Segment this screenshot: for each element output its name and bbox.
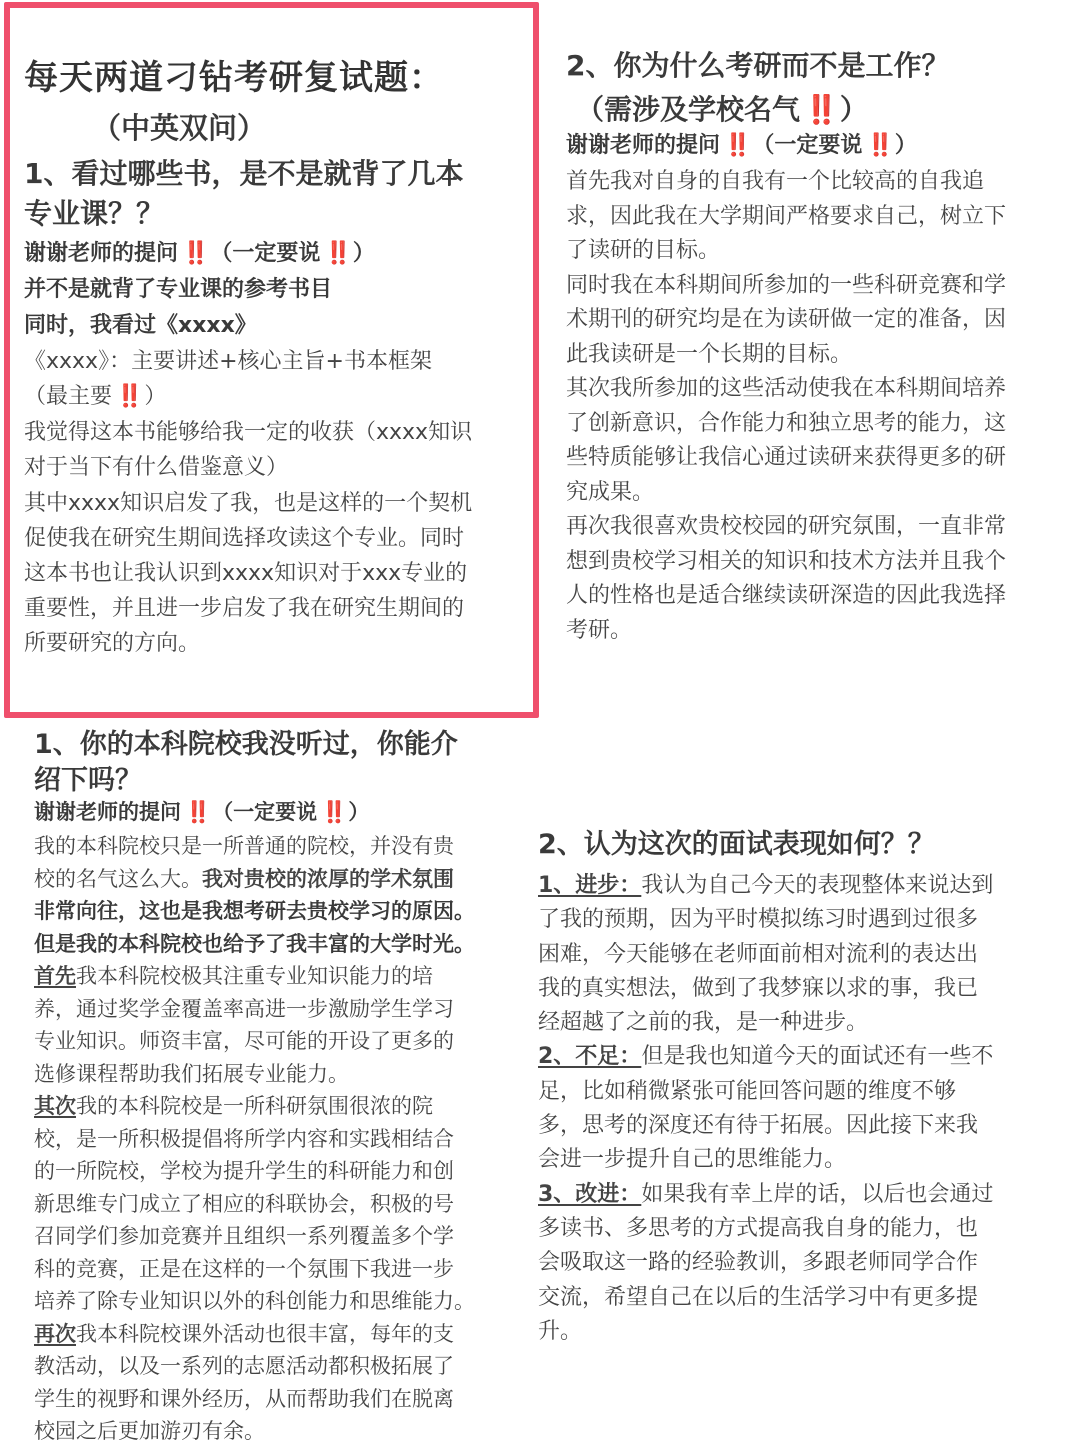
double-exclamation-icon: ‼️ [116,384,141,409]
q4-line: 多，思考的深度还有待于拓展。因此接下来我 [538,1113,979,1139]
q1-line: 重要性，并且进一步启发了我在研究生期间的 [24,596,465,621]
q3-line-text: 我本科院校极其注重专业知识能力的培 [76,964,433,988]
q3-line: 学生的视野和课外经历，从而帮助我们在脱离 [34,1386,454,1411]
q1-line: 对于当下有什么借鉴意义） [24,455,289,480]
double-exclamation-icon: ‼️ [866,133,891,158]
q3-line-text: 校的名气这么大。 [34,866,202,891]
q3-line: 培养了除专业知识以外的科创能力和思维能力。 [34,1289,475,1313]
q2-line: 求，因此我在大学期间严格要求自己，树立下 [566,203,1007,229]
keyword-second: 其次 [34,1094,76,1118]
thanks-text: 谢谢老师的提问 [24,241,179,266]
q2-line: 再次我很喜欢贵校校园的研究氛围，一直非常 [566,514,1007,539]
q3-panel [34,722,524,1448]
q3-line [34,960,524,993]
q2-line: 首先我对自身的自我有一个比较高的自我追 [566,169,985,194]
q3-line [34,1090,524,1123]
thanks-note: （一定要说 [210,241,321,266]
q4-line: 了我的预期，因为平时模拟练习时遇到过很多 [538,907,979,933]
q4-line: 足，比如稍微紧张可能回答问题的维度不够 [538,1078,957,1104]
q4-line-text: 我认为自己今天的表现整体来说达到 [641,873,994,898]
q2-line: 了读研的目标。 [566,238,721,263]
q1-line: 这本书也让我认识到xxxx知识对于xxx专业的 [24,561,468,586]
q3-line-text: 我本科院校课外活动也很丰富，每年的支 [76,1321,454,1346]
thanks-text: 谢谢老师的提问 [34,800,181,824]
q4-heading: 2、认为这次的面试表现如何？？ [538,829,935,860]
q1-close-paren: ） [144,384,167,409]
q4-line [538,1039,1068,1073]
q3-line: 专业知识。师资丰富，尽可能的开设了更多的 [34,1029,454,1053]
thanks-close: ） [894,133,917,158]
q4-line-text: 如果我有幸上岸的话，以后也会通过 [641,1181,994,1207]
q4-panel [538,822,1068,1348]
q4-line: 困难，今天能够在老师面前相对流利的表达出 [538,941,979,967]
q3-line: 新思维专门成立了相应的科联协会，积极的号 [34,1191,454,1216]
q2-heading-close: ） [839,93,868,126]
q3-line: 的一所院校，学校为提升学生的科研能力和创 [34,1159,454,1183]
double-exclamation-icon: ‼️ [804,93,836,126]
q1-panel [24,50,534,661]
q3-line [34,863,524,896]
q4-line: 经超越了之前的我，是一种进步。 [538,1010,869,1036]
q3-line: 召同学们参加竞赛并且组织一系列覆盖多个学 [34,1224,454,1248]
keyword-progress: 1、进步： [538,873,642,898]
q3-line: 校，是一所积极提倡将所学内容和实践相结合 [34,1126,454,1151]
q2-line: 些特质能够让我信心通过读研来获得更多的研 [566,445,1007,470]
q2-heading-text: （需涉及学校名气 [576,93,801,126]
q3-line: 但是我的本科院校也给予了我丰富的大学时光。 [34,931,475,956]
q3-heading-line2: 绍下吗？ [34,765,142,796]
q1-line [24,379,534,415]
thanks-close: ） [352,241,375,266]
q2-heading-line2 [566,88,1066,128]
q1-line: 《xxxx》：主要讲述+核心主旨+书本框架 [24,349,432,374]
q2-line: 考研。 [566,617,633,643]
q4-line: 交流，希望自己在以后的生活学习中有更多提 [538,1284,979,1310]
q3-heading-line1: 1、你的本科院校我没听过，你能介 [34,729,458,760]
q4-line: 会进一步提升自己的思维能力。 [538,1147,847,1173]
q3-line: 选修课程帮助我们拓展专业能力。 [34,1061,349,1086]
double-exclamation-icon: ‼️ [321,800,345,824]
q4-line: 会吸取这一路的经验教训，多跟老师同学合作 [538,1250,979,1276]
q1-line: 并不是就背了专业课的参考书目 [24,277,333,302]
q1-thanks [24,236,534,272]
double-exclamation-icon: ‼️ [182,241,207,266]
thanks-note: （一定要说 [212,800,318,824]
keyword-first: 首先 [34,964,76,988]
q2-line: 此我读研是一个长期的目标。 [566,341,853,367]
double-exclamation-icon: ‼️ [724,133,749,158]
keyword-shortcoming: 2、不足： [538,1044,642,1070]
q1-line-text: （最主要 [24,384,113,409]
q4-line-text: 但是我也知道今天的面试还有一些不 [641,1044,994,1070]
page-title: 每天两道刁钻考研复试题： [24,58,444,98]
q3-line: 科的竞赛，正是在这样的一个氛围下我进一步 [34,1256,454,1281]
q4-line [538,1177,1068,1211]
q1-heading-line2: 专业课？？ [24,197,165,230]
q3-line-bold: 我对贵校的浓厚的学术氛围 [202,866,454,891]
q3-line: 养，通过奖学金覆盖率高进一步激励学生学习 [34,996,454,1021]
thanks-note: （一定要说 [752,133,863,158]
q4-line: 升。 [538,1318,583,1344]
q1-line: 所要研究的方向。 [24,631,201,656]
q1-line: 同时，我看过《xxxx》 [24,313,257,338]
thanks-text: 谢谢老师的提问 [566,133,721,158]
q3-line: 校园之后更加游刃有余。 [34,1419,265,1443]
page-subtitle: （中英双问） [92,111,267,145]
double-exclamation-icon: ‼️ [324,241,349,266]
q2-panel [566,44,1066,647]
q4-line: 我的真实想法，做到了我梦寐以求的事，我已 [538,975,979,1001]
q1-line: 我觉得这本书能够给我一定的收获（xxxx知识 [24,420,473,445]
keyword-improvement: 3、改进： [538,1181,642,1207]
q2-line: 其次我所参加的这些活动使我在本科期间培养 [566,376,1007,401]
q2-line: 想到贵校学习相关的知识和技术方法并且我个 [566,548,1007,574]
q2-line: 究成果。 [566,479,655,505]
q3-line: 教活动，以及一系列的志愿活动都积极拓展了 [34,1354,454,1378]
q3-line [34,1318,524,1351]
q3-thanks [34,796,524,830]
q2-heading-line1: 2、你为什么考研而不是工作？ [566,49,950,82]
q3-line: 我的本科院校只是一所普通的院校，并没有贵 [34,834,454,858]
q2-thanks [566,128,1066,164]
q4-line [538,868,1068,902]
q2-line: 术期刊的研究均是在为读研做一定的准备，因 [566,307,1007,332]
q1-heading-line1: 1、看过哪些书，是不是就背了几本 [24,157,464,190]
q1-line: 促使我在研究生期间选择攻读这个专业。同时 [24,526,465,551]
q4-line: 多读书、多思考的方式提高我自身的能力，也 [538,1215,979,1241]
q1-line: 其中xxxx知识启发了我，也是这样的一个契机 [24,491,473,516]
thanks-close: ） [348,800,370,824]
q2-line: 了创新意识，合作能力和独立思考的能力，这 [566,410,1007,436]
q3-line-text: 我的本科院校是一所科研氛围很浓的院 [76,1094,433,1118]
q3-line: 非常向往，这也是我想考研去贵校学习的原因。 [34,899,475,923]
q2-line: 人的性格也是适合继续读研深造的因此我选择 [566,583,1007,608]
keyword-third: 再次 [34,1321,76,1346]
double-exclamation-icon: ‼️ [185,800,209,824]
q2-line: 同时我在本科期间所参加的一些科研竞赛和学 [566,272,1007,298]
